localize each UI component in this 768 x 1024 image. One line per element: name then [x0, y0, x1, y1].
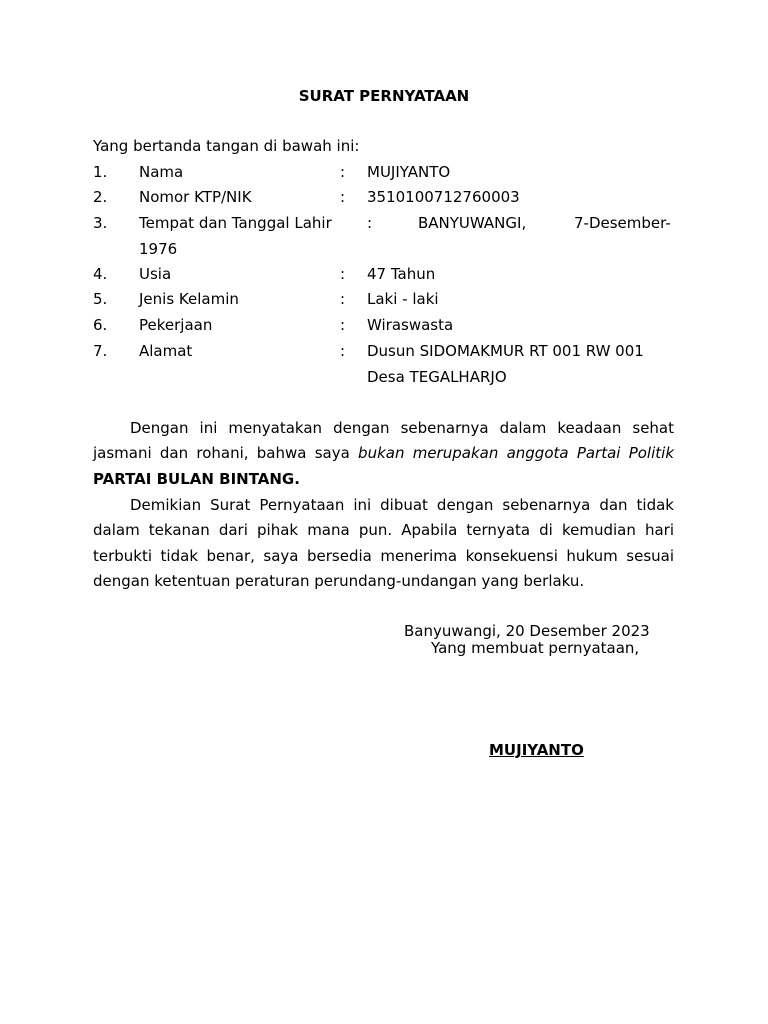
document-title: SURAT PERNYATAAN [298, 87, 470, 105]
field-label: Nomor KTP/NIK [139, 188, 252, 206]
field-number: 5. [93, 290, 108, 308]
paragraph-line: Demikian Surat Pernyataan ini dibuat dengan sebenarnya dan tidak [130, 496, 674, 514]
field-colon: : [340, 163, 346, 181]
field-label: Usia [139, 265, 172, 283]
field-label: Pekerjaan [139, 316, 213, 334]
field-value-continued: Desa TEGALHARJO [367, 368, 507, 386]
field-colon: : [340, 342, 346, 360]
field-value: 47 Tahun [367, 265, 436, 283]
field-value: Dusun SIDOMAKMUR RT 001 RW 001 [367, 342, 644, 360]
paragraph-line: dalam tekanan dari pihak mana pun. Apabila ternyata di kemudian hari [93, 521, 674, 539]
paragraph-line [93, 443, 674, 463]
field-value-place: BANYUWANGI, [418, 214, 527, 232]
field-number: 1. [93, 163, 108, 181]
field-value: MUJIYANTO [367, 163, 451, 181]
field-colon: : [367, 214, 373, 232]
party-name: PARTAI BULAN BINTANG. [93, 470, 300, 488]
paragraph-line: dengan ketentuan peraturan perundang-undangan yang berlaku. [93, 572, 585, 590]
field-label: Nama [139, 163, 184, 181]
paragraph-italic-text: bukan merupakan anggota Partai Politik [358, 444, 675, 462]
paragraph-line: terbukti tidak benar, saya bersedia menerima konsekuensi hukum sesuai [93, 547, 674, 565]
paragraph-line: Dengan ini menyatakan dengan sebenarnya dalam keadaan sehat [130, 419, 674, 437]
intro-text: Yang bertanda tangan di bawah ini: [93, 137, 360, 155]
signature-name: MUJIYANTO [489, 741, 584, 759]
field-number: 4. [93, 265, 108, 283]
field-colon: : [340, 290, 346, 308]
field-value-date: 7-Desember- [574, 214, 671, 232]
field-value: 3510100712760003 [367, 188, 520, 206]
field-colon: : [340, 188, 346, 206]
field-colon: : [340, 316, 346, 334]
signature-place-date: Banyuwangi, 20 Desember 2023 [404, 622, 650, 640]
field-label: Alamat [139, 342, 193, 360]
field-value: Laki - laki [367, 290, 439, 308]
paragraph-text: jasmani dan rohani, bahwa saya [93, 444, 359, 462]
signature-maker-label: Yang membuat pernyataan, [431, 639, 640, 657]
field-value: Wiraswasta [367, 316, 454, 334]
field-number: 3. [93, 214, 108, 232]
field-label: Jenis Kelamin [139, 290, 239, 308]
field-colon: : [340, 265, 346, 283]
field-number: 6. [93, 316, 108, 334]
field-number: 2. [93, 188, 108, 206]
field-value-continued: 1976 [139, 240, 178, 258]
field-label: Tempat dan Tanggal Lahir [139, 214, 332, 232]
field-number: 7. [93, 342, 108, 360]
